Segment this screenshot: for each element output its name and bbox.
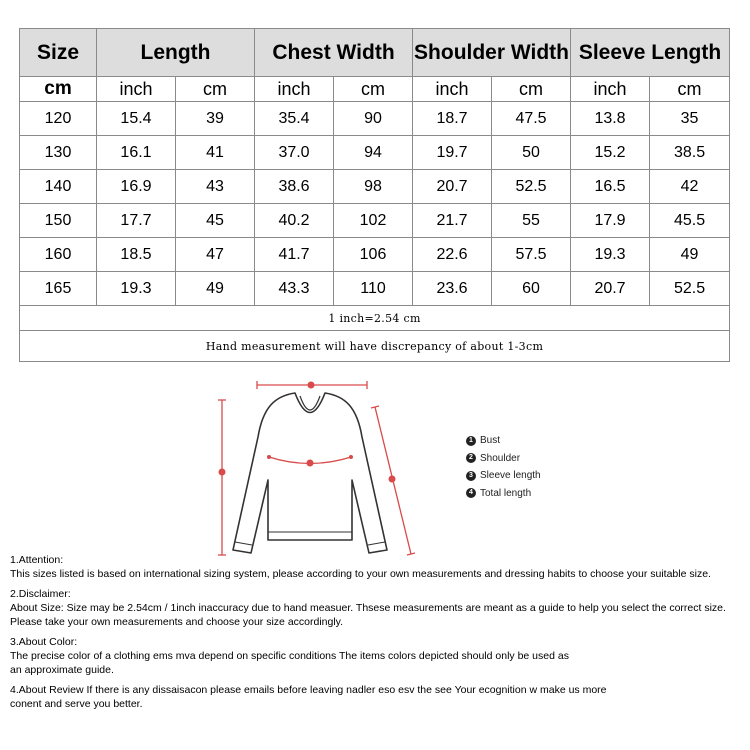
table-cell: 52.5 — [650, 272, 730, 306]
table-cell: 37.0 — [255, 136, 334, 170]
table-cell: 55 — [492, 204, 571, 238]
table-cell: 47.5 — [492, 102, 571, 136]
note-attention — [10, 553, 745, 581]
table-cell: 57.5 — [492, 238, 571, 272]
size-chart-table — [19, 28, 730, 362]
table-cell: 35 — [650, 102, 730, 136]
legend-number: 1 — [466, 436, 476, 446]
unit-cell: inch — [255, 77, 334, 102]
unit-cell: cm — [492, 77, 571, 102]
note-about-color — [10, 635, 745, 677]
header-shoulder-width: Shoulder Width — [413, 29, 571, 77]
table-cell: 18.7 — [413, 102, 492, 136]
table-cell: 140 — [20, 170, 97, 204]
legend-item-shoulder — [466, 450, 541, 468]
bust-end-left — [267, 455, 271, 459]
table-row — [20, 102, 730, 136]
table-cell: 42 — [650, 170, 730, 204]
table-cell: 102 — [334, 204, 413, 238]
legend-label: Total length — [480, 487, 532, 499]
note-title: 3.About Color: — [10, 636, 78, 648]
marker-3 — [389, 476, 396, 483]
table-cell: 130 — [20, 136, 97, 170]
note-text: an approximate guide. — [10, 664, 114, 676]
table-cell: 35.4 — [255, 102, 334, 136]
conversion-note: 1 inch=2.54 cm — [20, 306, 730, 331]
note-text: About Size: Size may be 2.54cm / 1inch inaccuracy due to hand measuer. Thsese measurements are meant as a guide to help you select the correct size. — [10, 602, 726, 614]
table-cell: 45 — [176, 204, 255, 238]
table-cell: 50 — [492, 136, 571, 170]
table-cell: 21.7 — [413, 204, 492, 238]
table-cell: 60 — [492, 272, 571, 306]
unit-cell: cm — [334, 77, 413, 102]
unit-cell: cm — [650, 77, 730, 102]
header-size: Size — [20, 29, 97, 77]
table-cell: 41.7 — [255, 238, 334, 272]
table-cell: 49 — [650, 238, 730, 272]
table-cell: 98 — [334, 170, 413, 204]
table-cell: 52.5 — [492, 170, 571, 204]
table-row — [20, 136, 730, 170]
table-row — [20, 204, 730, 238]
note-text: Please take your own measurements and choose your size accordingly. — [10, 616, 344, 628]
legend-label: Shoulder — [480, 452, 521, 464]
legend-label: Sleeve length — [480, 470, 541, 482]
table-cell: 19.3 — [571, 238, 650, 272]
table-cell: 20.7 — [413, 170, 492, 204]
header-sleeve-length: Sleeve Length — [571, 29, 730, 77]
note-title: 1.Attention: — [10, 554, 64, 566]
conversion-note-row — [20, 306, 730, 331]
table-cell: 13.8 — [571, 102, 650, 136]
legend-number: 4 — [466, 488, 476, 498]
legend-number: 2 — [466, 453, 476, 463]
table-cell: 15.4 — [97, 102, 176, 136]
table-cell: 38.6 — [255, 170, 334, 204]
unit-cell: inch — [413, 77, 492, 102]
table-cell: 22.6 — [413, 238, 492, 272]
table-cell: 43 — [176, 170, 255, 204]
table-cell: 39 — [176, 102, 255, 136]
unit-cell: inch — [571, 77, 650, 102]
table-cell: 94 — [334, 136, 413, 170]
table-cell: 106 — [334, 238, 413, 272]
note-text: conent and serve you better. — [10, 698, 143, 710]
discrepancy-note-row — [20, 331, 730, 362]
table-cell: 40.2 — [255, 204, 334, 238]
table-cell: 15.2 — [571, 136, 650, 170]
table-cell: 120 — [20, 102, 97, 136]
table-cell: 150 — [20, 204, 97, 238]
legend-number: 3 — [466, 471, 476, 481]
unit-cell: inch — [97, 77, 176, 102]
table-cell: 165 — [20, 272, 97, 306]
note-text: The precise color of a clothing ems mva depend on specific conditions The items colors depicted should only be used as — [10, 650, 569, 662]
table-header-row — [20, 29, 730, 77]
table-cell: 16.1 — [97, 136, 176, 170]
legend-item-sleeve-length — [466, 467, 541, 485]
legend-item-total-length — [466, 485, 541, 503]
table-cell: 17.7 — [97, 204, 176, 238]
sweater-measurement-diagram — [200, 372, 435, 567]
table-cell: 16.9 — [97, 170, 176, 204]
table-cell: 41 — [176, 136, 255, 170]
table-row — [20, 272, 730, 306]
note-about-review — [10, 683, 745, 711]
note-text: 4.About Review If there is any dissaisacon please emails before leaving nadler eso esv the see Your ecognition w make us more — [10, 684, 607, 696]
unit-cell: cm — [176, 77, 255, 102]
table-cell: 43.3 — [255, 272, 334, 306]
table-cell: 160 — [20, 238, 97, 272]
notes-section — [10, 553, 745, 717]
table-cell: 110 — [334, 272, 413, 306]
header-chest-width: Chest Width — [255, 29, 413, 77]
table-cell: 16.5 — [571, 170, 650, 204]
table-row — [20, 170, 730, 204]
bust-end-right — [349, 455, 353, 459]
table-cell: 20.7 — [571, 272, 650, 306]
unit-cell: cm — [20, 77, 97, 102]
sweater-outline — [233, 393, 387, 553]
marker-2 — [308, 382, 315, 389]
table-cell: 19.3 — [97, 272, 176, 306]
table-cell: 38.5 — [650, 136, 730, 170]
note-disclaimer — [10, 587, 745, 629]
table-cell: 18.5 — [97, 238, 176, 272]
table-cell: 45.5 — [650, 204, 730, 238]
table-cell: 47 — [176, 238, 255, 272]
table-cell: 19.7 — [413, 136, 492, 170]
table-units-row — [20, 77, 730, 102]
header-length: Length — [97, 29, 255, 77]
table-cell: 90 — [334, 102, 413, 136]
table-cell: 23.6 — [413, 272, 492, 306]
marker-4 — [219, 469, 226, 476]
table-cell: 17.9 — [571, 204, 650, 238]
legend-label: Bust — [480, 435, 501, 447]
table-cell: 49 — [176, 272, 255, 306]
legend-item-bust — [466, 432, 541, 450]
discrepancy-note: Hand measurement will have discrepancy of about 1-3cm — [20, 331, 730, 362]
note-title: 2.Disclaimer: — [10, 588, 71, 600]
table-row — [20, 238, 730, 272]
note-text: This sizes listed is based on international sizing system, please according to your own measurements and dressing habits to choose your suitable size. — [10, 568, 711, 580]
diagram-legend — [466, 432, 541, 502]
marker-1 — [307, 460, 314, 467]
